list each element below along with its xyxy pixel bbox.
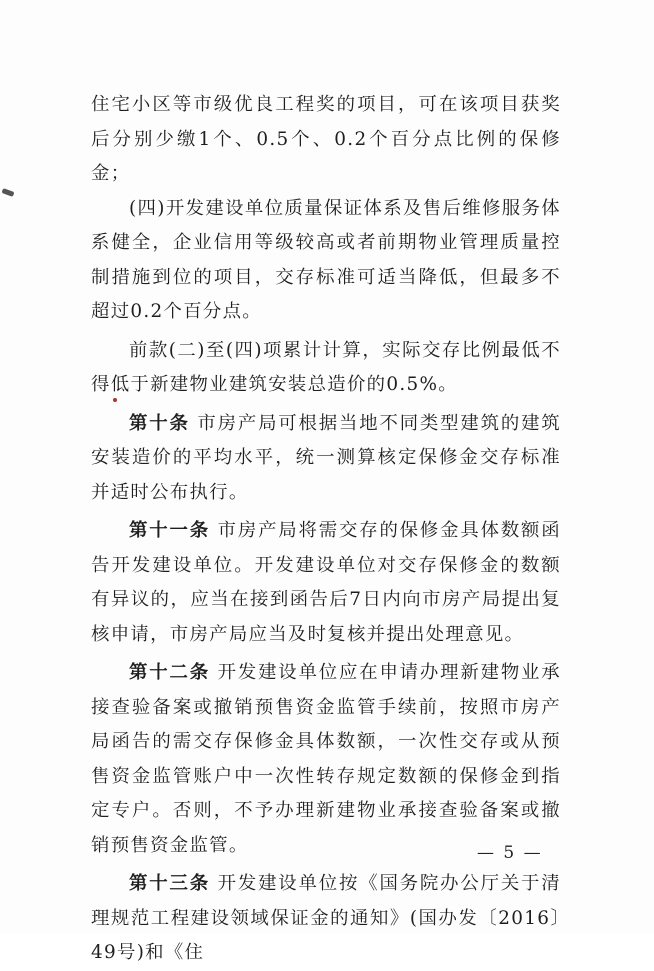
- paragraph-text: (四)开发建设单位质量保证体系及售后维修服务体系健全，企业信用等级较高或者前期物业管理质量控制措施到位的项目，交存标准可适当降低，但最多不超过0.2个百分点。: [91, 197, 561, 322]
- paragraph-text: 开发建设单位按《国务院办公厅关于清理规范工程建设领域保证金的通知》(国办发〔2016〕49号)和《住: [91, 873, 561, 963]
- article-heading: 第十三条: [129, 873, 210, 894]
- paragraph-text: 市房产局将需交存的保修金具体数额函告开发建设单位。开发建设单位对交存保修金的数额有异议的，应当在接到函告后7日内向市房产局提出复核申请，市房产局应当及时复核并提出处理意见。: [91, 520, 561, 645]
- paragraph-text: 市房产局可根据当地不同类型建筑的建筑安装造价的平均水平，统一测算核定保修金交存标准并适时公布执行。: [91, 412, 561, 503]
- paragraph-1: [91, 88, 561, 192]
- paragraph-2: [91, 192, 561, 330]
- body-text: [91, 88, 561, 971]
- article-11: [91, 514, 561, 652]
- article-heading: 第十一条: [129, 520, 210, 541]
- paragraph-text: 前款(二)至(四)项累计计算，实际交存比例最低不得低于新建物业建筑安装总造价的0.5%。: [91, 339, 561, 395]
- paragraph-text: 住宅小区等市级优良工程奖的项目，可在该项目获奖后分别少缴1个、0.5个、0.2个百分点比例的保修金；: [91, 94, 561, 184]
- article-heading: 第十二条: [129, 662, 210, 683]
- article-heading: 第十条: [129, 412, 190, 434]
- article-10: [91, 407, 561, 511]
- paragraph-3: [91, 334, 561, 403]
- article-12: [91, 656, 561, 863]
- article-13: [91, 867, 561, 971]
- page-number: — 5 —: [477, 843, 543, 863]
- paragraph-text: 开发建设单位应在申请办理新建物业承接查验备案或撤销预售资金监管手续前，按照市房产局函告的需交存保修金具体数额，一次性交存或从预售资金监管账户中一次性转存规定数额的保修金到指定专户。否则，不予办理新建物业承接查验备案或撤销预售资金监管。: [91, 662, 561, 856]
- scan-mark: [2, 188, 15, 197]
